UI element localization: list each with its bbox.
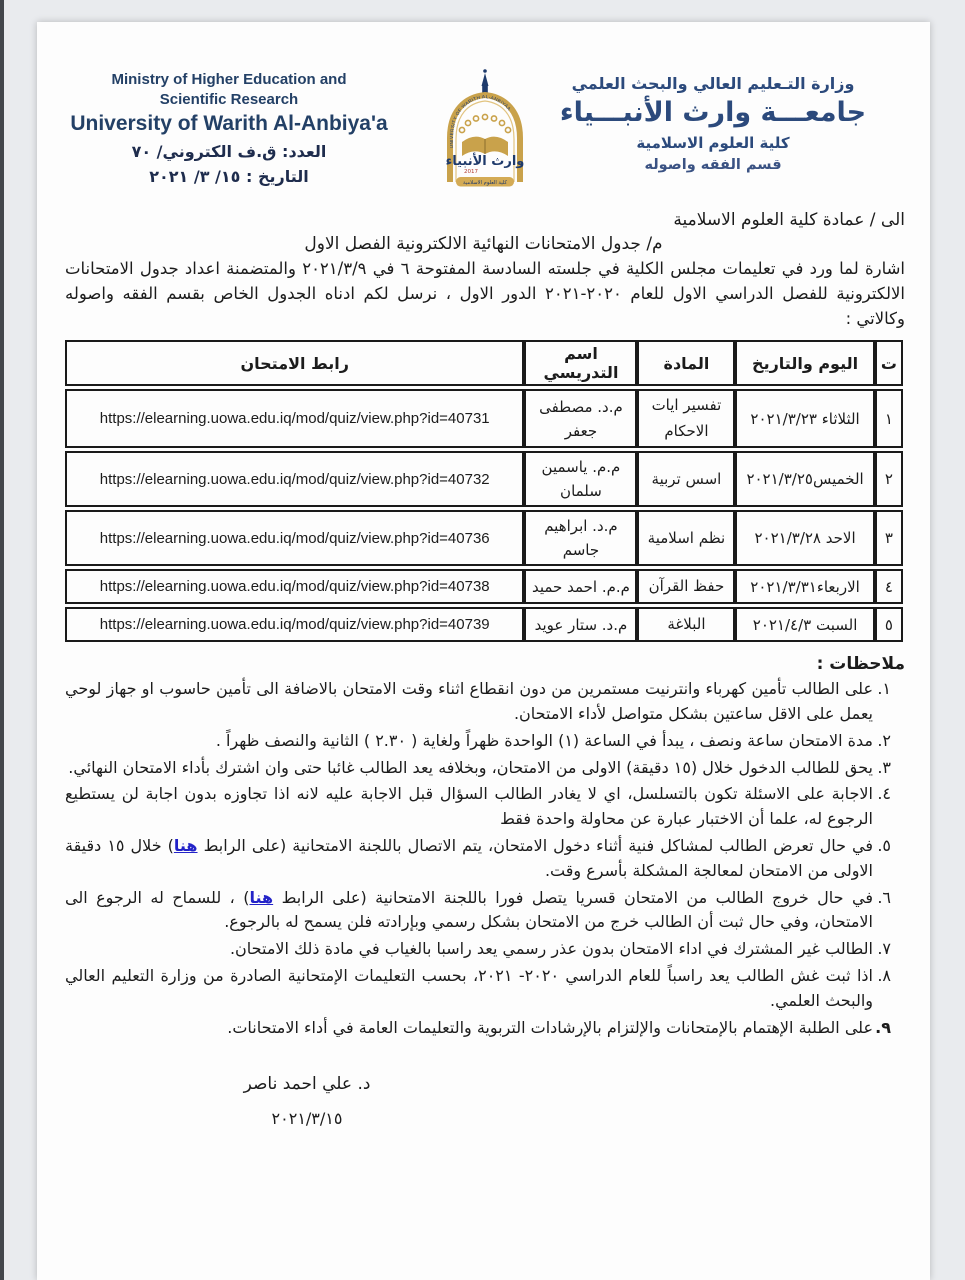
university-logo [435, 66, 535, 196]
logo-calligraphy: وارث الأنبياء [445, 154, 525, 169]
row-day-date: الاربعاء٢٠٢١/٣/٣١ [735, 569, 874, 604]
logo-arc-text: UNIVERSITY OF WARITH AL-ANBIYAA [448, 93, 512, 149]
row-subject: تفسير ايات الاحكام [637, 389, 735, 448]
signature-block [189, 1074, 425, 1128]
note-number: ٦. [877, 887, 891, 907]
viewer-edge-strip [0, 0, 4, 1280]
note-item [65, 729, 905, 754]
header-cell-day: اليوم والتاريخ [735, 340, 874, 386]
document-page [37, 22, 930, 1280]
row-subject: حفظ القرآن [637, 569, 735, 604]
document-date: التاريخ : ١٥/ ٣/ ٢٠٢١ [149, 167, 309, 186]
note-number: ٧. [877, 939, 891, 959]
arabic-ministry-name: وزارة التـعليم العالي والبحث العلمي [571, 74, 855, 93]
logo-banner-text: كلية العلوم الاسلامية [463, 180, 507, 186]
table-row [65, 569, 903, 604]
intro-paragraph: اشارة لما ورد في تعليمات مجلس الكلية في جلسته السادسة المفتوحة ٦ في ٢٠٢١/٣/٩ والمتضمنة اعداد جدول الامتحانات الالكترونية للفصل الدراسي الاول للعام ٢٠٢٠-٢٠٢١ الدور الاول ، نرسل لكم ادناه الجدول الخاص بقسم الفقه واصوله وكالاتي : [65, 259, 906, 328]
row-instructor: م.د. مصطفى جعفر [524, 389, 637, 448]
row-instructor: م.م. ياسمين سلمان [524, 451, 637, 507]
note-item [65, 756, 905, 781]
letterhead [37, 22, 930, 204]
note-text: على الطالب تأمين كهرباء وانترنيت مستمرين من دون انقطاع اثناء وقت الامتحان بالاضافة الى تأمين حاسوب او جهاز لوحي يعمل على الاقل ساعتين بشكل متواصل لأداء الامتحان. [65, 679, 873, 724]
note-number: ١. [877, 679, 891, 699]
english-header-block [59, 70, 399, 186]
note-item [65, 964, 905, 1014]
document-number: العدد: ق.ف الكتروني/ ٧٠ [131, 142, 327, 161]
table-row [65, 451, 903, 507]
note-text-post: ) ، للسماح له الرجوع الى الامتحان، وفي حال ثبت أن الطالب خرج من الامتحان بشكل رسمي وبإرادته فلن يسمح له بالرجوع. [65, 887, 873, 932]
signature-date: ٢٠٢١/٣/١٥ [271, 1109, 343, 1128]
note-number: ٣. [877, 757, 891, 777]
note-text [65, 834, 873, 884]
arabic-college-name: كلية العلوم الاسلامية [636, 134, 790, 152]
header-cell-link: رابط الامتحان [65, 340, 524, 386]
row-number: ١ [875, 389, 903, 448]
english-ministry-line1: Ministry of Higher Education and [111, 71, 347, 88]
note-number: ٢. [877, 730, 891, 750]
row-day-date: الاحد ٢٠٢١/٣/٢٨ [735, 510, 874, 566]
here-link[interactable]: هنا [249, 887, 274, 907]
exam-link: https://elearning.uowa.edu.iq/mod/quiz/view.php?id=40732 [65, 451, 524, 507]
note-text: على الطلبة الإهتمام بالإمتحانات والإلتزام بالإرشادات التربوية والتعليمات العامة في أداء الامتحانات. [227, 1017, 873, 1037]
note-text: الطالب غير المشترك في اداء الامتحان بدون عذر رسمي يعد راسبا بالغياب في مادة ذلك الامتحان. [229, 939, 873, 959]
note-text: اذا ثبت غش الطالب يعد راسباً للعام الدراسي ٢٠٢٠- ٢٠٢١، بحسب التعليمات الإمتحانية الصادرة من وزارة التعليم العالي والبحث العلمي. [65, 966, 874, 1010]
table-row [65, 607, 903, 642]
row-subject: اسس تربية [637, 451, 735, 507]
exam-link: https://elearning.uowa.edu.iq/mod/quiz/view.php?id=40731 [65, 389, 524, 448]
note-number: ٥. [877, 836, 891, 856]
note-text-pre: في حال تعرض الطالب لمشاكل فنية أثناء دخول الامتحان، يتم الاتصال باللجنة الامتحانية (على الرابط [197, 836, 873, 856]
arabic-department-name: قسم الفقه واصوله [644, 157, 782, 173]
note-item [65, 1016, 905, 1041]
exam-link: https://elearning.uowa.edu.iq/mod/quiz/view.php?id=40739 [65, 607, 524, 642]
note-item [65, 937, 905, 962]
note-text [65, 886, 873, 936]
table-row [65, 389, 903, 448]
row-instructor: م.م. احمد حميد [524, 569, 637, 604]
here-link[interactable]: هنا [173, 836, 198, 856]
table-row [65, 510, 903, 566]
note-number: ٤. [877, 784, 891, 804]
arabic-header-block [548, 74, 878, 173]
exam-link: https://elearning.uowa.edu.iq/mod/quiz/view.php?id=40736 [65, 510, 524, 566]
note-item [65, 834, 905, 884]
row-instructor: م.د. ستار عويد [524, 607, 637, 642]
note-text: الاجابة على الاسئلة تكون بالتسلسل، اي لا يغادر الطالب السؤال قبل الاجابة عليه لانه اذا تجاوزه بدون اجابة لن يستطيع الرجوع له، علما أن الاختبار عبارة عن محاولة واحدة فقط [65, 784, 873, 829]
row-day-date: الخميس٢٠٢١/٣/٢٥ [735, 451, 874, 507]
note-text-post: ) خلال ١٥ دقيقة الاولى من الامتحان لمعالجة المشكلة بأسرع وقت. [65, 836, 873, 880]
university-emblem-icon [435, 66, 535, 196]
row-subject: نظم اسلامية [637, 510, 735, 566]
row-number: ٥ [875, 607, 903, 642]
logo-year: 2017 [464, 169, 478, 175]
header-cell-subject: المادة [637, 340, 735, 386]
addressee-line: الى / عمادة كلية العلوم الاسلامية [673, 210, 905, 230]
note-text-pre: في حال خروج الطالب من الامتحان قسريا يتصل فورا باللجنة الامتحانية (على الرابط [273, 887, 874, 907]
english-university-name: University of Warith Al-Anbiya'a [70, 112, 388, 135]
note-item [65, 886, 905, 936]
note-number: ٨. [877, 966, 891, 986]
row-day-date: السبت ٢٠٢١/٤/٣ [735, 607, 874, 642]
note-text: يحق للطالب الدخول خلال (١٥ دقيقة) الاولى من الامتحان، وبخلافه يعد الطالب غائبا حتى وان اشترك بأداء الامتحان النهائي. [68, 757, 873, 777]
row-number: ٤ [875, 569, 903, 604]
arabic-university-name: جامعـــة وارث الأنبـــياء [559, 97, 867, 128]
row-instructor: م.د. ابراهيم جاسم [524, 510, 637, 566]
signature-name: د. علي احمد ناصر [243, 1074, 371, 1094]
note-item [65, 677, 905, 727]
subject-line: م/ جدول الامتحانات النهائية الالكترونية الفصل الاول [304, 234, 663, 254]
notes-title: ملاحظات : [816, 654, 905, 675]
note-item [65, 782, 905, 832]
note-text: مدة الامتحان ساعة ونصف ، يبدأ في الساعة (١) الواحدة ظهراً ولغاية ( ٢.٣٠ ) الثانية والنصف ظهراً . [215, 730, 873, 750]
row-number: ٣ [875, 510, 903, 566]
exam-schedule-table [65, 337, 903, 645]
row-number: ٢ [875, 451, 903, 507]
exam-link: https://elearning.uowa.edu.iq/mod/quiz/view.php?id=40738 [65, 569, 524, 604]
english-ministry-line2: Scientific Research [159, 90, 299, 108]
notes-list [65, 677, 905, 1040]
header-cell-no: ت [875, 340, 903, 386]
row-subject: البلاغة [637, 607, 735, 642]
row-day-date: الثلاثاء ٢٠٢١/٣/٢٣ [735, 389, 874, 448]
note-number: ٩. [875, 1017, 891, 1037]
table-header-row [65, 340, 903, 386]
header-cell-instructor: اسم التدريسي [524, 340, 637, 386]
